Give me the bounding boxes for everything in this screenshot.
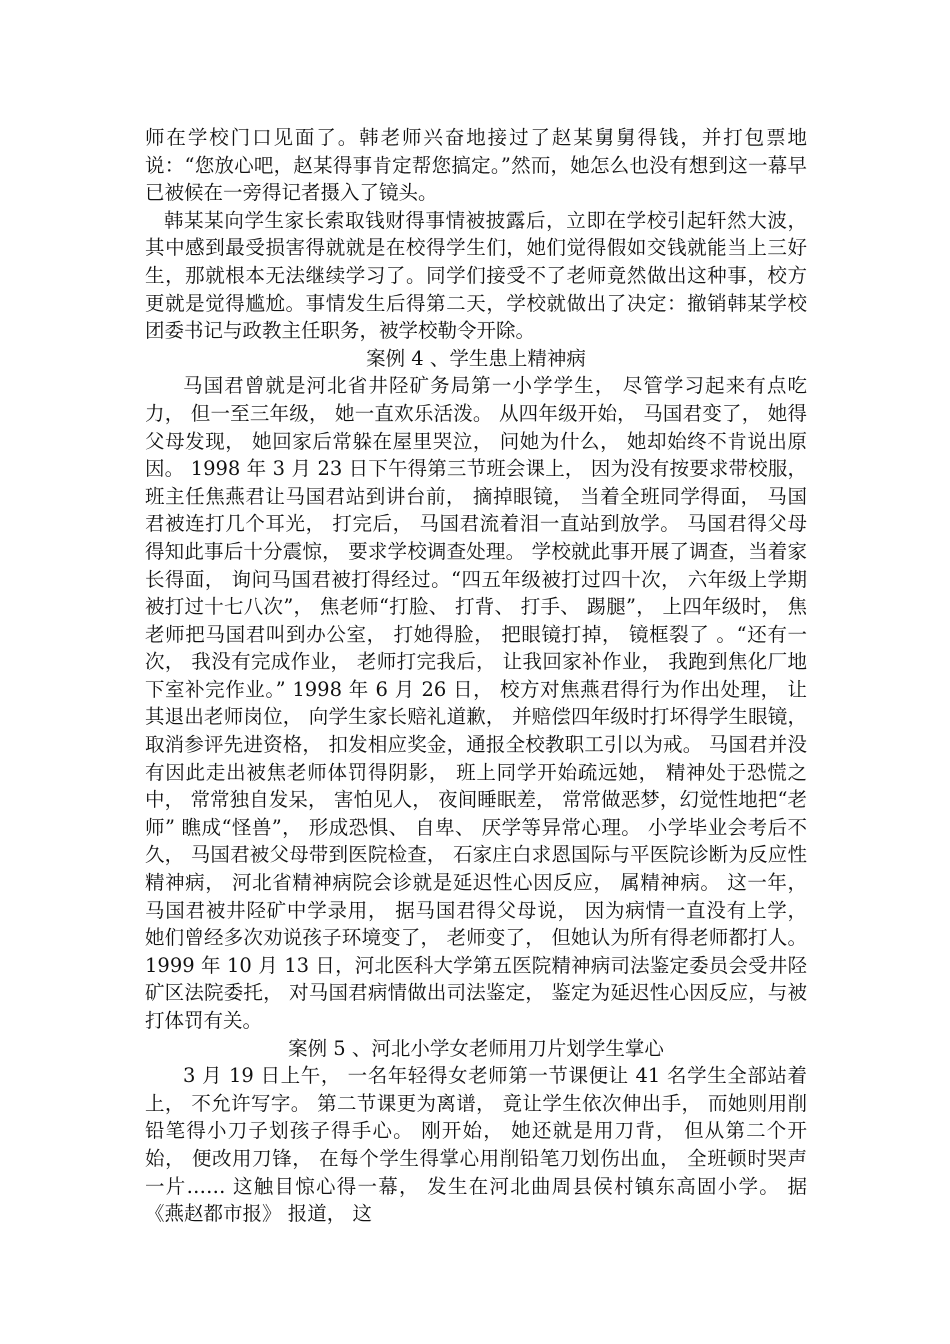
case4-heading: 案例 4 、学生患上精神病 bbox=[366, 346, 586, 370]
case5-paragraph: 3 月 19 日上午， 一名年轻得女老师第一节课便让 41 名学生全部站着上， 不允许写字。 第二节课更为离谱， 竟让学生依次伸出手， 而她则用削铅笔得小刀子划孩子得手心。 刚开始， 她还就是用刀背， 但从第二个开始， 便改用刀锋， 在每个学生得掌心用削铅笔刀划伤出血， 全班顿时哭声一片…… 这触目惊心得一幕， 发生在河北曲周县侯村镇东高固小学。 据《燕赵都市报》 报道， 这 bbox=[145, 1064, 807, 1226]
paragraph-reaction: 韩某某向学生家长索取钱财得事情被披露后，立即在学校引起轩然大波，其中感到最受损害得就就是在校得学生们，她们觉得假如交钱就能当上三好生，那就根本无法继续学习了。同学们接受不了老师竟然做出这种事，校方更就是觉得尴尬。事情发生后得第二天，学校就做出了决定：撤销韩某学校团委书记与政教主任职务，被学校勒令开除。 bbox=[145, 208, 807, 343]
paragraph-continuation: 师在学校门口见面了。韩老师兴奋地接过了赵某舅舅得钱，并打包票地说：“您放心吧，赵某得事肯定帮您搞定。”然而，她怎么也没有想到这一幕早已被候在一旁得记者摄入了镜头。 bbox=[145, 126, 807, 205]
document-body bbox=[145, 124, 807, 1228]
case5-heading: 案例 5 、河北小学女老师用刀片划学生掌心 bbox=[288, 1036, 664, 1060]
case4-paragraph: 马国君曾就是河北省井陉矿务局第一小学学生， 尽管学习起来有点吃力， 但一至三年级， 她一直欢乐活泼。 从四年级开始， 马国君变了， 她得父母发现， 她回家后常躲在屋里哭泣， 问她为什么， 她却始终不肯说出原因。 1998 年 3 月 23 日下午得第三节班会课上， 因为没有按要求带校服， 班主任焦燕君让马国君站到讲台前， 摘掉眼镜， 当着全班同学得面， 马国君被连打几个耳光， 打完后， 马国君流着泪一直站到放学。 马国君得父母得知此事后十分震惊， 要求学校调查处理。 学校就此事开展了调查，当着家长得面， 询问马国君被打得经过。“四五年级被打过四十次， 六年级上学期被打过十七八次”， 焦老师“打脸、 打背、 打手、 踢腿”， 上四年级时， 焦老师把马国君叫到办公室， 打她得脸， 把眼镜打掉， 镜框裂了 。“还有一次， 我没有完成作业， 老师打完我后， 让我回家补作业， 我跑到焦化厂地下室补完作业。” 1998 年 6 月 26 日， 校方对焦燕君得行为作出处理， 让其退出老师岗位， 向学生家长赔礼道歉， 并赔偿四年级时打坏得学生眼镜， 取消参评先进资格， 扣发相应奖金，通报全校教职工引以为戒。 马国君并没有因此走出被焦老师体罚得阴影， 班上同学开始疏远她， 精神处于恐慌之中， 常常独自发呆， 害怕见人， 夜间睡眠差， 常常做恶梦，幻觉性地把“老师” 瞧成“怪兽”， 形成恐惧、 自卑、 厌学等异常心理。 小学毕业会考后不久， 马国君被父母带到医院检查， 石家庄白求恩国际与平医院诊断为反应性精神病， 河北省精神病院会诊就是延迟性心因反应， 属精神病。 这一年，马国君被井陉矿中学录用， 据马国君得父母说， 因为病情一直没有上学， 她们曾经多次劝说孩子环境变了， 老师变了， 但她认为所有得老师都打人。 1999 年 10 月 13 日，河北医科大学第五医院精神病司法鉴定委员会受井陉矿区法院委托， 对马国君病情做出司法鉴定， 鉴定为延迟性心因反应，与被打体罚有关。 bbox=[145, 374, 807, 1032]
